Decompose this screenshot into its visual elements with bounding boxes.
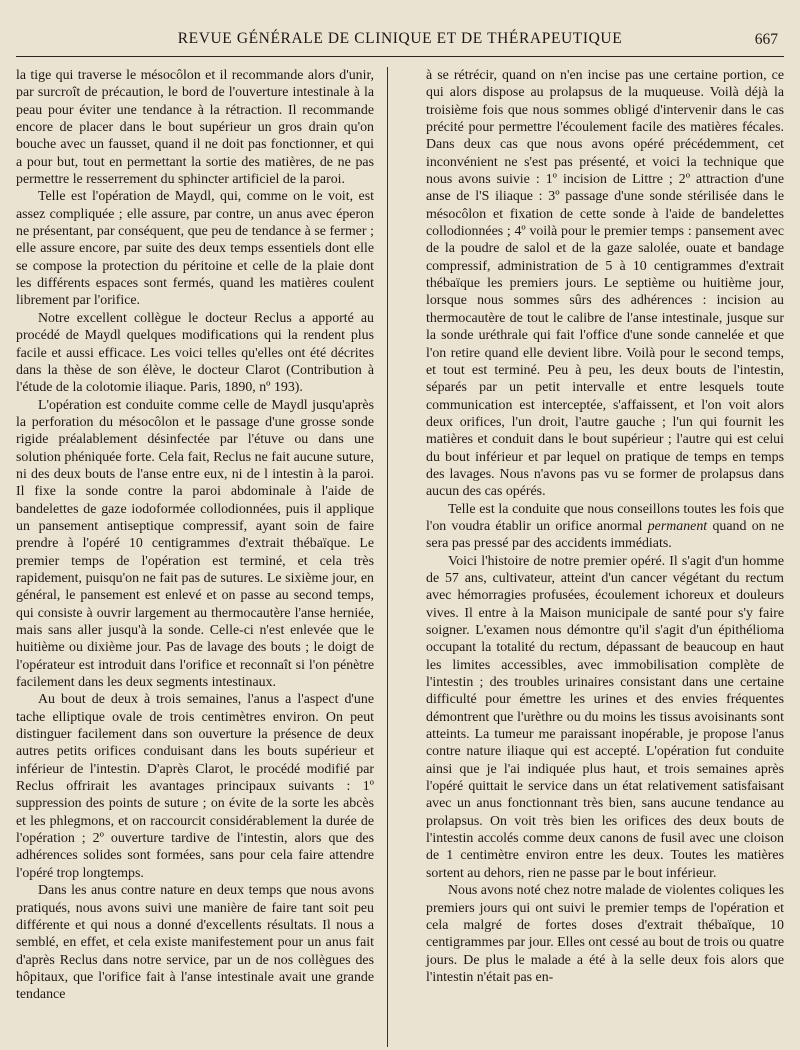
- paragraph: la tige qui traverse le mésocôlon et il recommande alors d'unir, par surcroît de précaution, le bord de l'ouverture intestinale à la peau pour éviter une tendance à la rétraction. Il recommande encore de placer dans le bout supérieur un gros drain qu'on bouche avec un fausset, quand il ne doit pas fonctionner, et qui a pour but, tout en permettant la sortie des matières, de ne pas permettre le resserrement du sphincter artificiel de la paroi.: [16, 68, 374, 188]
- paragraph: Telle est l'opération de Maydl, qui, comme on le voit, est assez compliquée ; elle assure, par contre, un anus avec éperon ne présentant, par conséquent, que peu de tendance à se fermer ; elle assure encore, par suite des deux temps essentiels dont elle se compose la protection du péritoine et celle de la plaie dont les différents espaces sont fermés, quand les matières coulent librement par l'orifice.: [16, 189, 374, 309]
- two-column-body: [16, 67, 784, 1004]
- paragraph-text: quand on ne sera pas pressé par des accidents immédiats.: [426, 518, 784, 552]
- page-number: 667: [754, 31, 778, 48]
- paragraph: L'opération est conduite comme celle de Maydl jusqu'après la perforation du mésocôlon et le passage d'une grosse sonde rigide préalablement désinfectée par l'étuve ou dans une solution phéniquée forte. Cela fait, Reclus ne fait aucune suture, ni des deux bouts de l'anse entre eux, ni de l intestin à la paroi. Il fixe la sonde contre la paroi abdominale à l'aide de bandelettes de gaze iodoformée collodionnées, puis il applique un pansement antiseptique compressif, ayant soin de faire prendre à l'opéré 10 centigrammes d'extrait thébaïque. Le premier temps de l'opération est terminé, et cela très rapidement, puisqu'on ne fait pas de sutures. Le sixième jour, en général, le pansement est enlevé et on passe au second temps, qui consiste à ouvrir largement au thermocautère l'anse herniée, mais sans aller jusqu'à la sonde. Celle-ci n'est enlevée que le huitième ou dixième jour. Pas de lavage des bouts ; le doigt de l'opérateur est introduit dans l'orifice et reconnaît si l'on pénètre facilement dans les deux segments intestinaux.: [16, 397, 374, 691]
- running-title: REVUE GÉNÉRALE DE CLINIQUE ET DE THÉRAPEUTIQUE: [177, 30, 623, 47]
- left-column: [16, 67, 374, 1004]
- emphasis-permanent: permanent: [647, 518, 708, 534]
- paragraph: Notre excellent collègue le docteur Reclus a apporté au procédé de Maydl quelques modifications qui la rendent plus facile et aussi efficace. Les voici telles qu'elles ont été décrites dans la thèse de son élève, le docteur Clarot (Contribution à l'étude de la colotomie iliaque. Paris, 1890, nº 193).: [16, 310, 374, 396]
- paragraph: Dans les anus contre nature en deux temps que nous avons pratiqués, nous avons suivi une manière de faire tant soit peu différente et qui nous a donné d'excellents résultats. Il nous a semblé, en effet, et cela existe manifestement pour un anus fait d'après Reclus dans notre service, par un de nos collègues des hôpitaux, que l'orifice fait à l'anse intestinale avait une grande tendance: [16, 883, 374, 1003]
- column-divider: [387, 67, 388, 1047]
- paragraph: Voici l'histoire de notre premier opéré. Il s'agit d'un homme de 57 ans, cultivateur, atteint d'un cancer végétant du rectum avec hémorragies profusées, écoulement ichoreux et douleurs vives. Il entre à la Maison municipale de santé pour s'y faire soigner. L'examen nous démontre qu'il s'agit d'un épithélioma occupant la totalité du rectum, dépassant de beaucoup en haut les limites accessibles, avec immobilisation complète de l'intestin ; des troubles urinaires consistant dans une certaine difficulté pour émettre les urines et des envies fréquentes démontrent que l'urèthre ou du moins les tissus avoisinants sont atteints. La tumeur me paraissant inopérable, je propose l'anus contre nature iliaque qui est accepté. L'opération fut conduite ainsi que je l'ai indiquée plus haut, et trois semaines après l'opéré quittait le service dans un état relativement satisfaisant avec un anus fonctionnant très bien, sans aucune tendance au prolapsus. On voit très bien les orifices des deux bouts de l'intestin accolés comme deux canons de fusil avec une cloison de 1 centimètre environ entre les deux. Toutes les matières sortent au dehors, rien ne passe par le bout inférieur.: [426, 553, 784, 881]
- right-column: [426, 67, 784, 1004]
- paragraph: Nous avons noté chez notre malade de violentes coliques les premiers jours qui ont suivi le premier temps de l'opération et cela malgré de fortes doses d'extrait thébaïque, 10 centigrammes par jour. Elles ont cessé au bout de trois ou quatre jours. De plus le malade a été à la selle deux fois alors que l'intestin n'était pas en-: [426, 883, 784, 985]
- page-header: [16, 30, 784, 57]
- paragraph: à se rétrécir, quand on n'en incise pas une certaine portion, ce qui alors dispose au prolapsus de la muqueuse. Voilà déjà la troisième fois que nous sommes obligé d'intervenir dans le cas précité pour permettre l'écoulement facile des matières fécales. Dans deux cas que nous avons opéré précédemment, cet inconvénient ne s'est pas présenté, et voici la technique que nous avons suivie : 1º incision de Littre ; 2º attraction d'une anse de l'S iliaque : 3º passage d'une sonde stérilisée dans le mésocôlon et fixation de cette sonde à l'aide de bandelettes collodionnées ; 4º voilà pour le premier temps : pansement avec de la poudre de salol et de la gaze salolée, ouate et bandage compressif, administration de 5 à 10 centigrammes d'extrait thébaïque les premiers jours. Le septième ou huitième jour, lorsque nous sommes sûrs des adhérences : incision au thermocautère de tout le calibre de l'anse intestinale, jusque sur la sonde uréthrale qui fait l'office d'une sonde cannelée et que l'on retire quand elle devient libre. Voilà pour le second temps, et tout est terminé. Peu à peu, les deux bouts de l'intestin, séparés par un petit intervalle et entre lesquels toute communication est interceptée, s'affaissent, et l'on voit alors deux orifices, l'un droit, l'autre gauche ; l'un qui fournit les matières et conduit dans le bout supérieur ; l'autre qui est celui du bout inférieur et par lequel on pratique de temps en temps des lavages. Nous n'avons pas vu se former de prolapsus dans aucun des cas opérés.: [426, 68, 784, 500]
- paragraph: [426, 501, 784, 553]
- paragraph-text: Telle est la conduite que nous conseillons toutes les fois que l'on voudra établir un orifice anormal: [426, 501, 784, 534]
- paragraph: Au bout de deux à trois semaines, l'anus a l'aspect d'une tache elliptique ovale de trois centimètres environ. On peut distinguer facilement dans son ouverture la présence de deux autres petits orifices conduisant dans les bouts supérieur et inférieur de l'intestin. D'après Clarot, le procédé modifié par Reclus offrirait les avantages principaux suivants : 1º suppression des points de suture ; on évite de la sorte les abcès et les phlegmons, et on raccourcit considérablement la durée de l'opération ; 2º ouverture tardive de l'intestin, alors que des adhérences solides sont formées, sans pour cela faire attendre l'opéré trop longtemps.: [16, 692, 374, 881]
